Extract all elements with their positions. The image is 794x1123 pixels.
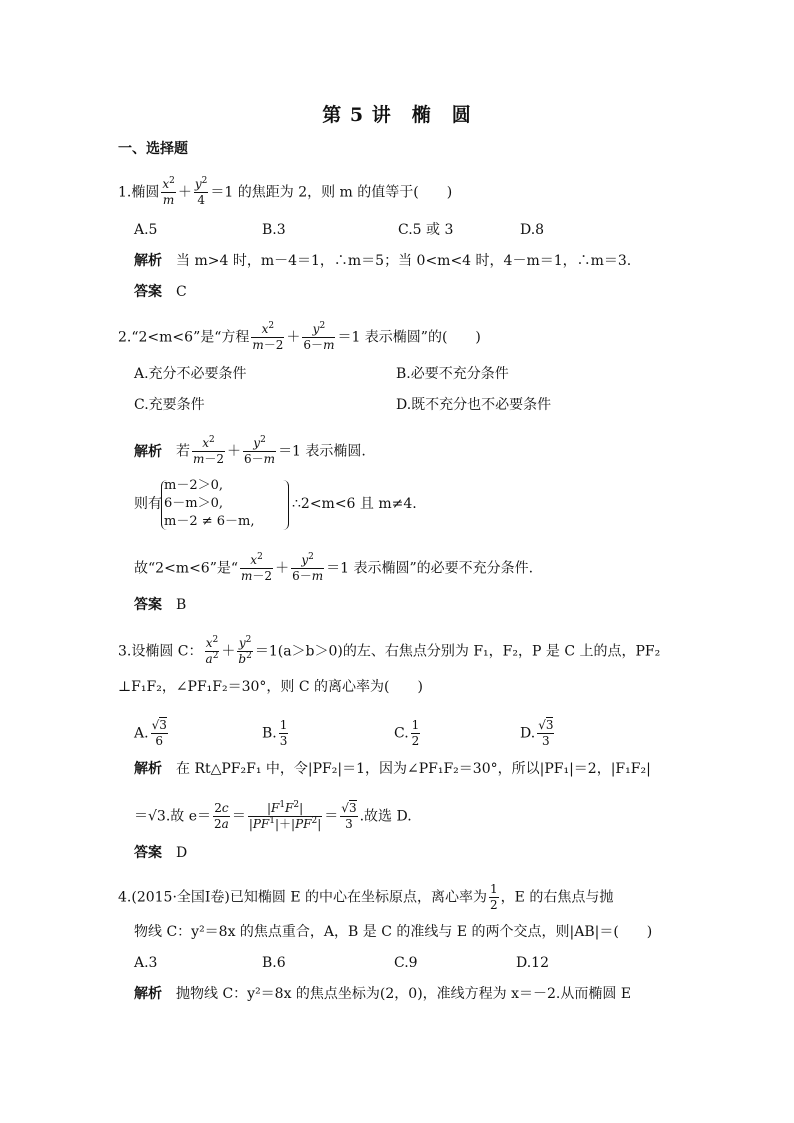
fraction: $\frac{y^2}{b^2}$: [238, 635, 252, 666]
question-3: 3.设椭圆 C： $\frac{x^2}{a^2}$ ＋ $\frac{y^2}{b^2}$ ＝1(a＞b＞0)的左、右焦点分别为 F₁，F₂，P 是 C 上的点，PF₂: [118, 635, 661, 666]
fraction: $\frac{√3}{6}$: [151, 718, 167, 748]
option-c: C.充要条件: [134, 397, 205, 413]
question-2: 2.“2<m<6”是“方程 $\frac{x^2}{m-2}$ ＋ $\frac{y^2}{6-m}$ ＝1 表示椭圆”的( ): [118, 321, 481, 352]
brace-right: [282, 480, 289, 530]
fraction: $\frac{√3}{3}$: [341, 801, 357, 831]
option-d: D. $\frac{√3}{3}$: [520, 718, 554, 748]
question-1: 1.椭圆 $\frac{x^2}{m}$ ＋ $\frac{y^2}{4}$ ＝1 的焦距为 2，则 m 的值等于( ): [118, 176, 453, 207]
fraction: $\frac{√3}{3}$: [538, 718, 554, 748]
fraction: $\frac{x^2}{m-2}$: [241, 552, 273, 583]
fraction: $\frac{2c}{2a}$: [214, 801, 229, 831]
answer-1: 答案 C: [134, 284, 187, 300]
section-heading: 一、选择题: [118, 141, 188, 157]
question-4: 4.(2015·全国Ⅰ卷)已知椭圆 E 的中心在坐标原点，离心率为 $\frac{1}{2}$ ，E 的右焦点与抛: [118, 882, 614, 912]
option-a: A.5: [134, 222, 158, 238]
option-c: C.5 或 3: [398, 222, 454, 238]
option-b: B.必要不充分条件: [396, 366, 509, 382]
fraction: $\frac{y^2}{4}$: [194, 176, 208, 207]
question-4-line-2: 物线 C：y²＝8x 的焦点重合，A，B 是 C 的准线与 E 的两个交点，则|AB|＝( ): [134, 924, 653, 940]
analysis-4: 解析 抛物线 C：y²＝8x 的焦点坐标为(2，0)，准线方程为 x＝－2.从而椭圆 E: [134, 986, 632, 1002]
option-b: B.6: [262, 955, 286, 971]
option-a: A.充分不必要条件: [134, 366, 247, 382]
fraction: $\frac{1}{2}$: [411, 718, 420, 748]
system-conclusion: ∴2<m<6 且 m≠4.: [292, 496, 417, 512]
fraction: $\frac{x^2}{a^2}$: [205, 635, 219, 666]
option-c: C.9: [394, 955, 418, 971]
fraction: $\frac{1}{2}$: [490, 882, 498, 912]
fraction: $\frac{1}{3}$: [279, 718, 288, 748]
analysis-3: 解析 在 Rt△PF₂F₁ 中，令|PF₂|＝1，因为∠PF₁F₂＝30°，所以|PF₁|＝2，|F₁F₂|: [134, 761, 651, 777]
fraction: $\frac{x^2}{m}$: [162, 176, 175, 207]
fraction: $\frac{|F^1F^2|}{|PF^1|+|PF^2|}$: [248, 800, 322, 831]
fraction: $\frac{x^2}{m-2}$: [252, 321, 284, 352]
fraction: $\frac{y^2}{6-m}$: [292, 552, 324, 583]
answer-3: 答案 D: [134, 845, 188, 861]
option-b: B.3: [262, 222, 286, 238]
analysis-2: 解析 若 $\frac{x^2}{m-2}$ ＋ $\frac{y^2}{6-m}$ ＝1 表示椭圆.: [134, 435, 366, 466]
question-3-line-2: ⊥F₁F₂，∠PF₁F₂＝30°，则 C 的离心率为( ): [118, 679, 423, 695]
option-d: D.8: [520, 222, 545, 238]
fraction: $\frac{x^2}{m-2}$: [193, 435, 225, 466]
fraction: $\frac{y^2}{6-m}$: [303, 321, 335, 352]
option-a: A.3: [134, 955, 158, 971]
option-d: D.12: [516, 955, 549, 971]
inequality-system: m－2＞0, 6－m＞0, m－2 ≠ 6－m,: [164, 478, 255, 529]
analysis-1: 解析 当 m>4 时，m－4＝1，∴m＝5；当 0<m<4 时，4－m＝1，∴m＝3.: [134, 253, 632, 269]
system-lead: 则有: [134, 496, 162, 512]
answer-2: 答案 B: [134, 597, 187, 613]
option-b: B. $\frac{1}{3}$: [262, 718, 288, 748]
analysis-3-line-2: ＝√3.故 e＝ $\frac{2c}{2a}$ ＝ $\frac{|F^1F^2|}{|PF^1|+|PF^2|}$ ＝ $\frac{√3}{3}$ .故选 D.: [134, 800, 412, 831]
option-a: A. $\frac{√3}{6}$: [134, 718, 167, 748]
fraction: $\frac{y^2}{6-m}$: [244, 435, 276, 466]
conclusion-2: 故“2<m<6”是“ $\frac{x^2}{m-2}$ ＋ $\frac{y^2}{6-m}$ ＝1 表示椭圆”的必要不充分条件.: [134, 552, 534, 583]
option-c: C. $\frac{1}{2}$: [394, 718, 420, 748]
page-title: 第 5 讲 椭 圆: [322, 104, 472, 126]
option-d: D.既不充分也不必要条件: [396, 397, 552, 413]
